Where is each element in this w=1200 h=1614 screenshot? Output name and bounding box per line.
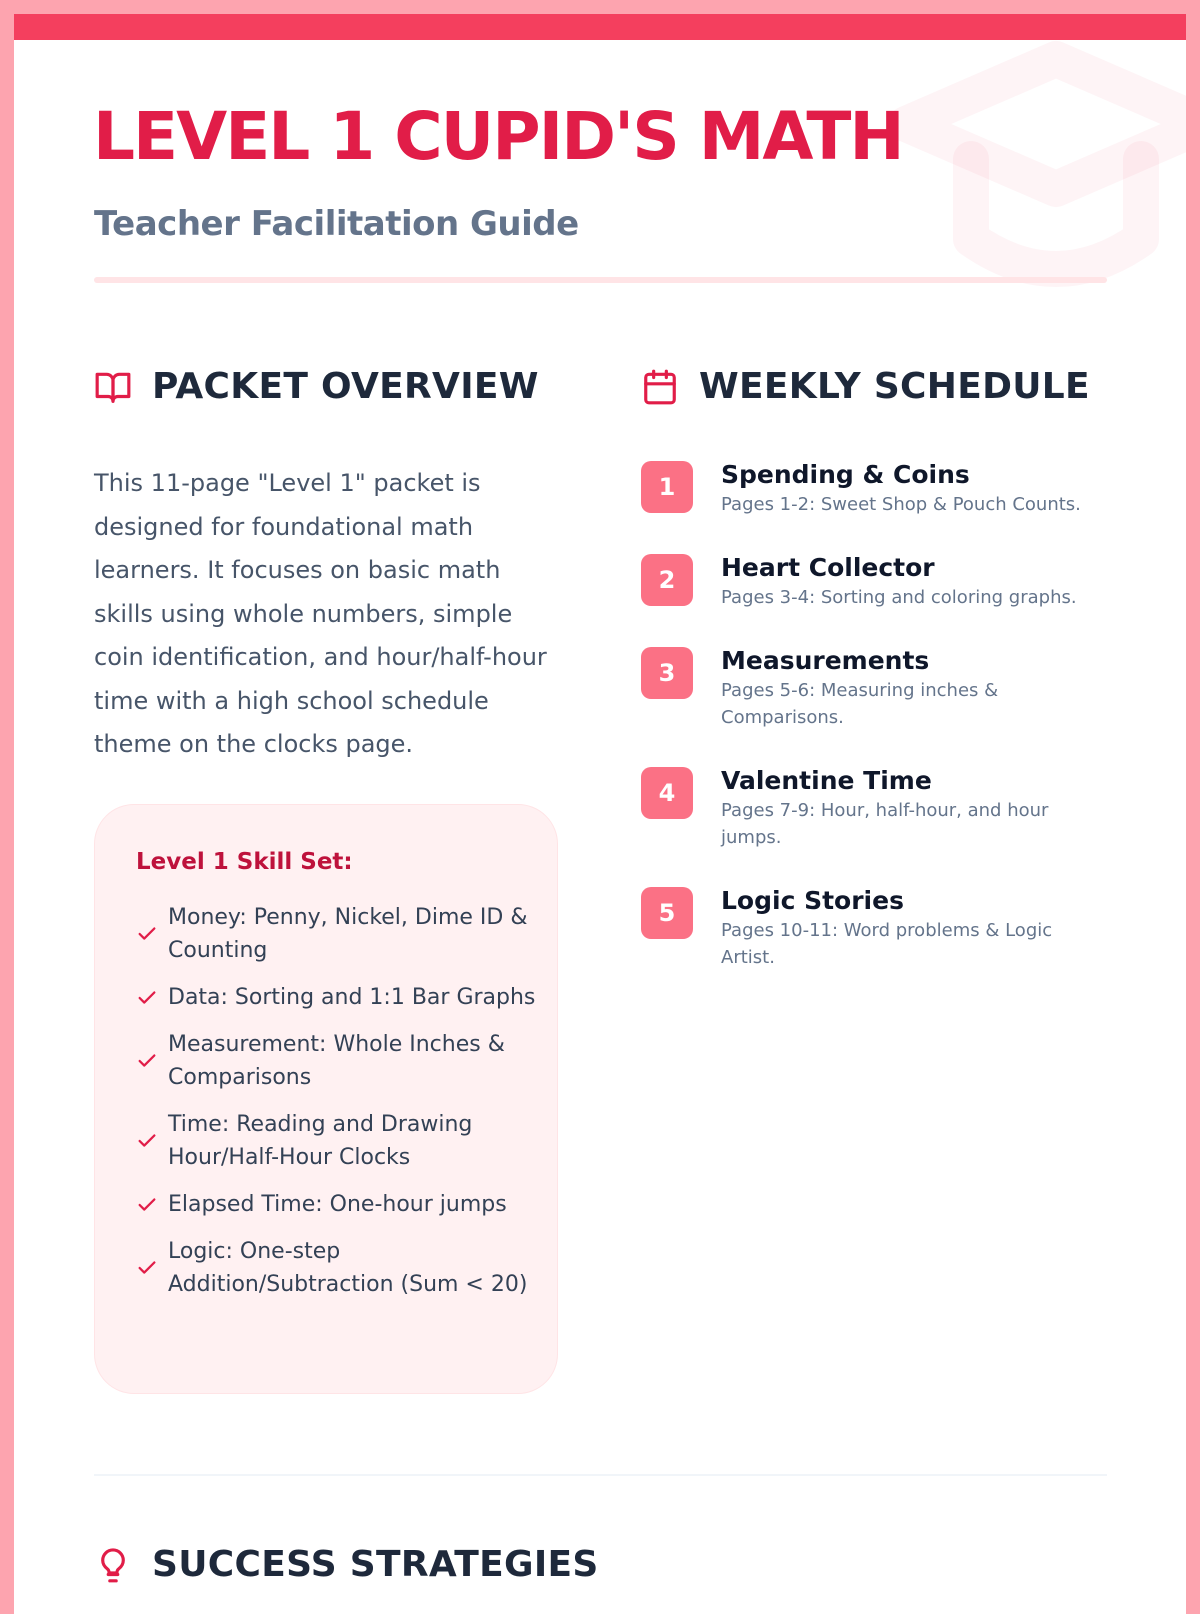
skill-text: Measurement: Whole Inches & Comparisons <box>168 1032 505 1090</box>
lightbulb-icon <box>94 1545 132 1585</box>
skill-text: Time: Reading and Drawing Hour/Half-Hour Clocks <box>168 1112 473 1170</box>
skill-item <box>136 981 536 1014</box>
schedule-number-badge: 1 <box>641 461 693 513</box>
page-title: LEVEL 1 CUPID'S MATH <box>93 98 903 175</box>
schedule-item-desc: Pages 1-2: Sweet Shop & Pouch Counts. <box>721 494 1081 515</box>
skill-item <box>136 1108 536 1174</box>
overview-heading <box>94 366 539 407</box>
overview-heading-label: PACKET OVERVIEW <box>152 366 539 407</box>
book-icon <box>94 368 132 406</box>
section-divider <box>94 1474 1107 1476</box>
schedule-heading <box>641 366 1090 407</box>
schedule-item-title: Measurements <box>721 646 930 675</box>
schedule-item-desc: Pages 5-6: Measuring inches & Comparisons. <box>721 680 999 728</box>
skill-text: Logic: One-step Addition/Subtraction (Sum < 20) <box>168 1239 528 1297</box>
check-icon <box>136 1130 158 1152</box>
strategies-heading <box>94 1544 599 1585</box>
skill-set-title: Level 1 Skill Set: <box>136 849 353 875</box>
check-icon <box>136 1257 158 1279</box>
skill-item <box>136 1188 536 1221</box>
title-divider <box>94 277 1107 283</box>
schedule-number-badge: 5 <box>641 887 693 939</box>
check-icon <box>136 1194 158 1216</box>
schedule-item-title: Logic Stories <box>721 886 904 915</box>
schedule-item-desc: Pages 3-4: Sorting and coloring graphs. <box>721 587 1077 608</box>
schedule-number-badge: 2 <box>641 554 693 606</box>
schedule-number-badge: 3 <box>641 647 693 699</box>
schedule-item-title: Heart Collector <box>721 553 935 582</box>
skill-set-card <box>94 804 558 1394</box>
schedule-item-title: Valentine Time <box>721 766 932 795</box>
guide-page <box>14 14 1186 1614</box>
skill-text: Money: Penny, Nickel, Dime ID & Counting <box>168 905 528 963</box>
calendar-icon <box>641 368 679 406</box>
skill-item <box>136 901 536 967</box>
skill-list <box>136 901 536 1315</box>
schedule-heading-label: WEEKLY SCHEDULE <box>699 366 1090 407</box>
overview-paragraph: This 11-page "Level 1" packet is designed for foundational math learners. It focuses on basic math skills using whole numbers, simple coin identification, and hour/half-hour time with a high school schedule theme on the clocks page. <box>94 469 547 758</box>
schedule-item-title: Spending & Coins <box>721 460 970 489</box>
skill-item <box>136 1235 536 1301</box>
schedule-item-desc: Pages 10-11: Word problems & Logic Artist. <box>721 920 1053 968</box>
check-icon <box>136 987 158 1009</box>
schedule-number-badge: 4 <box>641 767 693 819</box>
skill-item <box>136 1028 536 1094</box>
graduation-cap-icon <box>886 34 1186 334</box>
check-icon <box>136 1050 158 1072</box>
strategies-heading-label: SUCCESS STRATEGIES <box>152 1544 599 1585</box>
check-icon <box>136 923 158 945</box>
skill-text: Data: Sorting and 1:1 Bar Graphs <box>168 985 536 1010</box>
skill-text: Elapsed Time: One-hour jumps <box>168 1192 507 1217</box>
schedule-item-desc: Pages 7-9: Hour, half-hour, and hour jumps. <box>721 800 1049 848</box>
page-subtitle: Teacher Facilitation Guide <box>94 204 579 244</box>
